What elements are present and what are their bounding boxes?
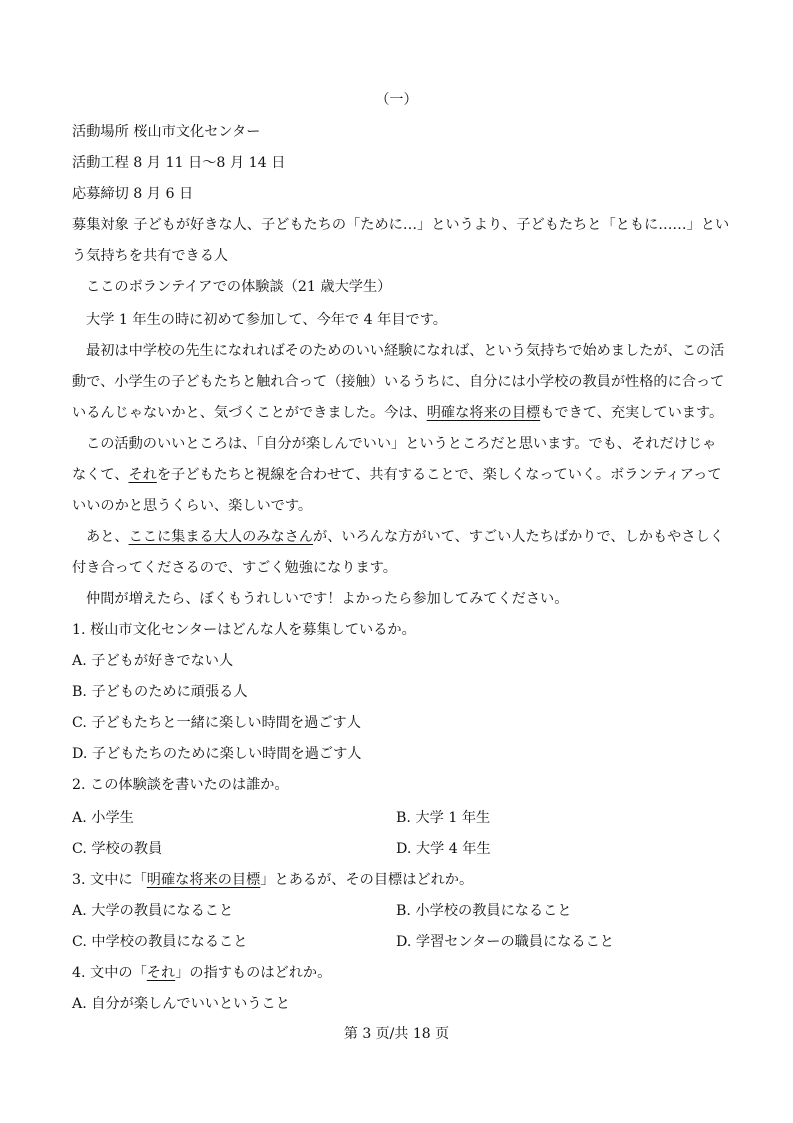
story-paragraph-4-line1 xyxy=(86,527,732,547)
story-paragraph-3-line1: この活動のいいところは、「自分が楽しんでいい」というところだと思います。でも、それだけじゃ xyxy=(86,436,717,452)
section-title: （一） xyxy=(375,92,418,108)
question-1-option-c: C. 子どもたちと一緒に楽しい時間を過ごす人 xyxy=(72,715,361,731)
underlined-phrase-sore-ref: それ xyxy=(146,965,176,981)
question-2-option-c: C. 学校の教員 xyxy=(72,841,163,857)
page-footer: 第 3 页/共 18 页 xyxy=(343,1026,450,1042)
story-paragraph-3-line2 xyxy=(72,465,732,485)
story-text: なくて、 xyxy=(72,467,129,483)
info-period: 活動工程 8 月 11 日～8 月 14 日 xyxy=(72,155,286,171)
underlined-phrase-adults: ここに集まる大人のみなさん xyxy=(128,529,314,545)
story-paragraph-1: 大学 1 年生の時に初めて参加して、今年で 4 年目です。 xyxy=(86,312,447,328)
story-paragraph-3-line3: いいのかと思うくらい、楽しいです。 xyxy=(72,498,313,514)
underlined-phrase-goal: 明確な将来の目標 xyxy=(426,405,541,421)
question-text: 4. 文中の「 xyxy=(72,965,147,981)
question-3-option-c: C. 中学校の教員になること xyxy=(72,934,248,950)
story-text: いるんじゃないかと、気づくことができました。今は、 xyxy=(72,405,427,421)
question-text: 」の指すものはどれか。 xyxy=(175,965,332,981)
info-target-line2: う気持ちを共有できる人 xyxy=(72,248,229,264)
question-3-stem xyxy=(72,870,732,890)
question-2-option-d: D. 大学 4 年生 xyxy=(396,841,491,857)
question-2-stem: 2. この体験談を書いたのは誰か。 xyxy=(72,777,289,793)
question-4-stem xyxy=(72,963,732,983)
question-1-option-b: B. 子どものために頑張る人 xyxy=(72,684,248,700)
story-paragraph-2-line3 xyxy=(72,403,732,423)
question-2-option-b: B. 大学 1 年生 xyxy=(396,810,491,826)
question-3-option-d: D. 学習センターの職員になること xyxy=(396,934,614,950)
info-target-line1: 募集対象 子どもが好きな人、子どもたちの「ために…」というより、子どもたちと「ともに……」とい xyxy=(72,217,730,233)
info-location: 活動場所 桜山市文化センター xyxy=(72,124,261,140)
question-3-option-a: A. 大学の教員になること xyxy=(72,903,234,919)
underlined-phrase-goal-ref: 明確な将来の目標 xyxy=(146,872,261,888)
question-1-option-a: A. 子どもが好きでない人 xyxy=(72,653,234,669)
story-paragraph-4-line2: 付き合ってくださるので、すごく勉強になります。 xyxy=(72,560,397,576)
story-text: あと、 xyxy=(86,529,129,545)
story-heading: ここのボランテイアでの体験談（21 歳大学生） xyxy=(86,279,392,295)
story-text: もできて、充実しています。 xyxy=(540,405,724,421)
question-1-stem: 1. 桜山市文化センターはどんな人を募集しているか。 xyxy=(72,622,416,638)
question-3-option-b: B. 小学校の教員になること xyxy=(396,903,572,919)
info-deadline: 応募締切 8 月 6 日 xyxy=(72,186,194,202)
question-text: 」とあるが、その目標はどれか。 xyxy=(260,872,474,888)
question-2-option-a: A. 小学生 xyxy=(72,810,134,826)
story-paragraph-2-line1: 最初は中学校の先生になれればそのためのいい経験になれば、という気持ちで始めましたが、この活 xyxy=(86,343,725,359)
story-text: を子どもたちと視線を合わせて、共有することで、楽しくなっていく。ボランティアって xyxy=(156,467,722,483)
question-1-option-d: D. 子どもたちのために楽しい時間を過ごす人 xyxy=(72,746,362,762)
question-4-option-a: A. 自分が楽しんでいいということ xyxy=(72,996,290,1012)
story-paragraph-2-line2: 動で、小学生の子どもたちと触れ合って（接触）いるうちに、自分には小学校の教員が性格的に合って xyxy=(72,374,725,390)
story-text: が、いろんな方がいて、すごい人たちばかりで、しかもやさしく xyxy=(313,529,724,545)
question-text: 3. 文中に「 xyxy=(72,872,147,888)
story-paragraph-5: 仲間が増えたら、ぼくもうれしいです！よかったら参加してみてください。 xyxy=(86,591,569,607)
underlined-phrase-sore: それ xyxy=(128,467,157,483)
